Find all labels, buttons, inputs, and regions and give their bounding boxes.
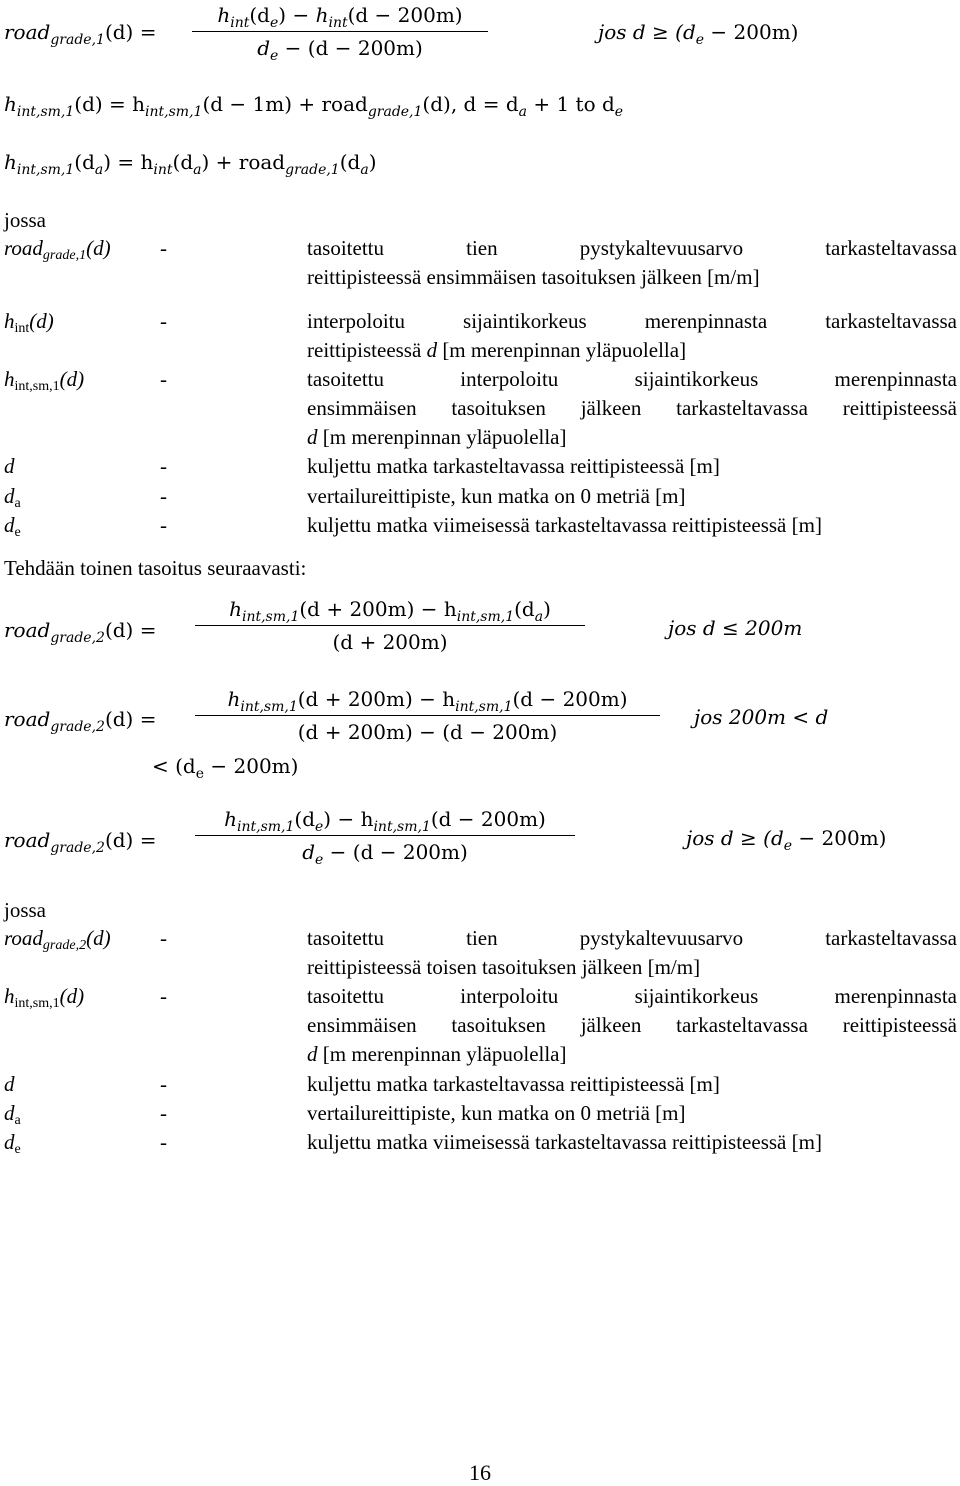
term-d-e: $d_e$ xyxy=(4,1130,21,1157)
term-d-a: $d_a$ xyxy=(4,484,21,511)
term-description: tasoitettu interpoloitu sijaintikorkeus merenpinnasta ensimmäisen tasoituksen jälkeen tarkasteltavassa reittipisteessä d [m merenpinnan yläpuolella] xyxy=(307,984,957,1066)
term-description: kuljettu matka tarkasteltavassa reittipisteessä [m] xyxy=(307,1072,720,1096)
term-description: kuljettu matka tarkasteltavassa reittipisteessä [m] xyxy=(307,454,720,478)
formula-g3-fraction: $h_{int,sm,1}(d_e) - h_{int,sm,1}(d - 200m)$ $d_e - (d - 200m)$ xyxy=(195,806,575,865)
term-dash: - xyxy=(160,984,167,1008)
term-dash: - xyxy=(160,513,167,537)
term-description: vertailureittipiste, kun matka on 0 metriä [m] xyxy=(307,484,686,508)
term-description: tasoitettu tien pystykaltevuusarvo tarkasteltavassa reittipisteessä ensimmäisen tasoituksen jälkeen [m/m] xyxy=(307,236,957,289)
term-h-int-sm-1: $h_{int,sm,1}(d)$ xyxy=(4,367,85,394)
term-dash: - xyxy=(160,236,167,260)
term-dash: - xyxy=(160,367,167,391)
term-d: d xyxy=(4,454,15,478)
formula-2: $h_{int,sm,1}(d) = h_{int,sm,1}(d - 1m)$ + road$_{grade,1}$(d), $d = d_a + 1$ to $d_e$ xyxy=(4,92,624,120)
formula-g1-fraction: $h_{int,sm,1}(d + 200m) - h_{int,sm,1}(d_a)$ (d + 200m) xyxy=(195,596,585,655)
formula-g1-lhs: road$_{grade,2}$(d) = xyxy=(4,618,157,646)
term-dash: - xyxy=(160,1101,167,1125)
formula-1-fraction: $h_{int}(d_e) - h_{int}(d - 200m)$ $d_e - (d - 200m)$ xyxy=(192,2,488,61)
term-description: kuljettu matka viimeisessä tarkasteltavassa reittipisteessä [m] xyxy=(307,1130,822,1154)
term-dash: - xyxy=(160,484,167,508)
formula-g2-continuation: < $(d_e - 200m)$ xyxy=(152,754,299,782)
term-d-e: $d_e$ xyxy=(4,513,21,540)
formula-g2-condition: jos 200m < d xyxy=(694,705,829,729)
term-dash: - xyxy=(160,454,167,478)
term-h-int-sm-1: $h_{int,sm,1}(d)$ xyxy=(4,984,85,1011)
formula-g3-condition: jos $d \ge (d_e - 200m)$ xyxy=(686,826,887,854)
jossa-label-1: jossa xyxy=(4,208,46,232)
term-d: d xyxy=(4,1072,15,1096)
term-description: vertailureittipiste, kun matka on 0 metriä [m] xyxy=(307,1101,686,1125)
term-dash: - xyxy=(160,926,167,950)
formula-g3-lhs: road$_{grade,2}$(d) = xyxy=(4,828,157,856)
formula-g2-lhs: road$_{grade,2}$(d) = xyxy=(4,707,157,735)
term-road-grade-1: road$_{grade,1}$(d) xyxy=(4,236,111,263)
term-dash: - xyxy=(160,309,167,333)
formula-1-condition: jos $d \ge (d_e - 200m)$ xyxy=(598,20,799,48)
term-description: tasoitettu tien pystykaltevuusarvo tarkasteltavassa reittipisteessä toisen tasoituksen jälkeen [m/m] xyxy=(307,926,957,979)
formula-g2-fraction: $h_{int,sm,1}(d + 200m) - h_{int,sm,1}(d - 200m)$ (d + 200m) − (d − 200m) xyxy=(195,686,660,745)
term-dash: - xyxy=(160,1130,167,1154)
term-h-int: $h_{int}(d)$ xyxy=(4,309,54,336)
second-smoothing-intro: Tehdään toinen tasoitus seuraavasti: xyxy=(4,556,307,580)
term-dash: - xyxy=(160,1072,167,1096)
term-description: tasoitettu interpoloitu sijaintikorkeus merenpinnasta ensimmäisen tasoituksen jälkeen tarkasteltavassa reittipisteessä d [m merenpinnan yläpuolella] xyxy=(307,367,957,449)
formula-1-lhs: road$_{grade,1}$(d) = xyxy=(4,20,157,48)
page-number: 16 xyxy=(469,1460,491,1485)
formula-3: $h_{int,sm,1}(d_a) = h_{int}(d_a)$ + $road_{grade,1}(d_a)$ xyxy=(4,150,377,178)
term-description: kuljettu matka viimeisessä tarkasteltavassa reittipisteessä [m] xyxy=(307,513,822,537)
jossa-label-2: jossa xyxy=(4,898,46,922)
formula-g1-condition: jos d ≤ 200m xyxy=(668,616,803,640)
term-road-grade-2: road$_{grade,2}$(d) xyxy=(4,926,111,953)
term-d-a: $d_a$ xyxy=(4,1101,21,1128)
term-description: interpoloitu sijaintikorkeus merenpinnasta tarkasteltavassa reittipisteessä d [m merenpinnan yläpuolella] xyxy=(307,309,957,362)
